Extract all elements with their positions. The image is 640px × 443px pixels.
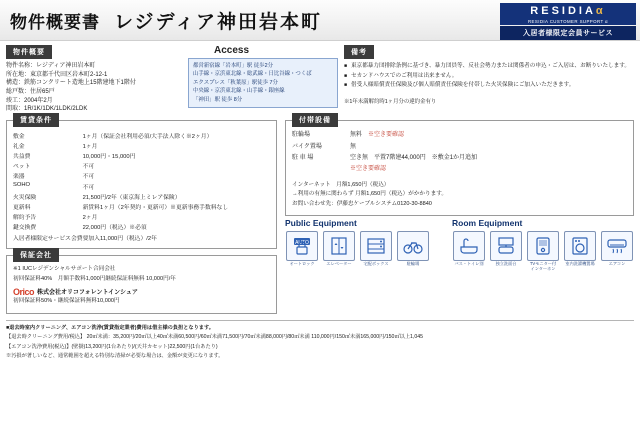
- access-title: Access: [214, 45, 250, 56]
- facility-key: 駐 車 場: [292, 154, 314, 161]
- footer-line: ■退去時室内クリーニング、エアコン洗浄(賃貸指定業者)費用は借主様の負担となります。: [6, 324, 214, 331]
- rent-key: 敷金: [13, 133, 25, 140]
- room-equipment-group: [452, 218, 634, 272]
- brand-logo: [500, 3, 636, 40]
- footer-notes: [6, 320, 634, 361]
- access-line: 「神田」駅 徒歩 8分: [193, 96, 243, 103]
- guarantee-text: [13, 265, 270, 285]
- elevator-icon: [323, 231, 355, 261]
- rent-key: 入居者様限定サービス会費: [13, 235, 83, 242]
- equipment-item: [285, 231, 319, 267]
- access-line: 都営新宿線「岩本町」駅 徒歩2分: [193, 63, 273, 69]
- equipment-item: [452, 231, 486, 272]
- table-row: [13, 191, 270, 201]
- rent-key: 共益費: [13, 154, 31, 161]
- room-equipment-title: Room Equipment: [452, 218, 523, 229]
- table-row: [13, 140, 270, 150]
- rent-column: [6, 114, 277, 313]
- washstand-icon: [490, 231, 522, 261]
- table-row: [13, 171, 270, 181]
- rent-key: ペット: [13, 164, 31, 171]
- equipment-caption: 宅配ボックス: [363, 261, 389, 267]
- equipment-caption: バス・トイレ別: [454, 261, 484, 267]
- rent-table: [13, 130, 270, 242]
- public-equipment-group: [285, 218, 430, 272]
- equipment-caption: エレベーター: [326, 261, 352, 267]
- equipment-item: [396, 231, 430, 267]
- rent-label: 賃貸条件: [13, 113, 59, 127]
- equipment-section: [285, 218, 634, 272]
- remarks-label: 備考: [344, 45, 374, 59]
- rent-key: 鍵交換費: [13, 225, 37, 232]
- facility-row: [292, 130, 627, 141]
- overview-row: 竣工：2004年2月: [6, 97, 53, 104]
- facility-note: ※空き要確認: [350, 166, 387, 173]
- rent-value: 1ヶ月（保証会社利用必須/大手法人除く※2ヶ月）: [82, 133, 213, 140]
- access-section: [188, 45, 338, 114]
- table-row: [13, 130, 270, 140]
- internet-note: [292, 181, 627, 210]
- overview-row: 総戸数：住居65戸: [6, 89, 55, 96]
- rent-value: 不可: [82, 184, 95, 191]
- air-conditioner-icon: [601, 231, 633, 261]
- footer-line: ※汚損が著しいなど、通常範囲を超える特別な清掃が必要な場合は、金額が変更になります。: [6, 353, 224, 360]
- rent-key: SOHO: [13, 181, 31, 188]
- facility-row: [292, 142, 627, 153]
- table-row: [13, 232, 270, 242]
- remarks-item: ■ セカンドハウスでのご利用は出来ません。: [344, 72, 634, 82]
- internet-line: インターネット 月額1,650円（税込）: [292, 181, 390, 188]
- equipment-item: [526, 231, 560, 272]
- overview-section: [6, 45, 182, 114]
- rent-key: 解約予告: [13, 215, 37, 222]
- rent-key: 楽器: [13, 174, 25, 181]
- facility-parking-note: [292, 164, 627, 175]
- delivery-box-icon: [360, 231, 392, 261]
- equipment-caption: 駐輪場: [406, 261, 420, 267]
- orico-logo-text: Orico: [13, 286, 35, 297]
- auto-lock-icon: [286, 231, 318, 261]
- rent-box: [6, 117, 277, 249]
- equipment-item: [359, 231, 393, 267]
- rent-value: 1ヶ月: [82, 143, 98, 150]
- document-header: [0, 0, 640, 41]
- remarks-item: ■ 東京都暴力団排除条例に基づき、暴力団員等、反社会勢力または関係者の申込・ご入居は、お断りいたします。: [344, 62, 634, 72]
- access-box: [188, 58, 338, 108]
- table-row: [13, 151, 270, 161]
- equipment-caption: エアコン: [608, 261, 626, 267]
- brand-alpha: α: [595, 5, 606, 17]
- facility-key: バイク置場: [292, 143, 322, 150]
- top-section: [6, 45, 634, 114]
- guarantee-label: 保証会社: [13, 248, 59, 262]
- internet-line: →利用の有無に関わらず 月額1,650円（税込）がかかります。: [292, 191, 447, 198]
- facilities-label: 付帯設備: [292, 113, 338, 127]
- rent-key: 火災保険: [13, 194, 37, 201]
- rent-value: 不可: [82, 164, 95, 171]
- guarantee-line: 初回保証料40% 月額手数料1,000円継続保証料無料 10,000円/年: [13, 275, 176, 282]
- brand-name-text: RESIDIA: [530, 5, 596, 17]
- remarks-section: [344, 45, 634, 114]
- orico-company-name: 株式会社オリコフォレントインシュア: [37, 290, 138, 297]
- equipment-item: [489, 231, 523, 272]
- equipment-caption: 室内洗濯機置場: [565, 261, 595, 267]
- facility-value: 無: [350, 143, 357, 150]
- remarks-list: [344, 62, 634, 107]
- overview-row: 間取：1R/1K/1DK/1LDK/2LDK: [6, 106, 88, 113]
- washing-machine-icon: [564, 231, 596, 261]
- overview-row: 物件名称：レジディア神田岩本町: [6, 63, 96, 69]
- brand-subtitle: RESIDIA CUSTOMER SUPPORT α: [500, 18, 636, 25]
- access-line: 中央線・京浜東北線・山手線・銀座線: [193, 88, 285, 95]
- facility-row: [292, 153, 627, 164]
- rent-key: 更新料: [13, 205, 31, 212]
- facility-key: 駐輪場: [292, 132, 311, 139]
- bicycle-parking-icon: [397, 231, 429, 261]
- facilities-column: [285, 114, 634, 272]
- tv-intercom-icon: [527, 231, 559, 261]
- rent-value: 要加入11,000円（税込）/2年: [82, 235, 157, 242]
- overview-row: 構造：鉄筋コンクリート造地上15階建地下1階付: [6, 80, 136, 87]
- rent-value: 2ヶ月: [82, 215, 98, 222]
- overview-row: 所在地：東京都千代田区岩本町2-12-1: [6, 71, 108, 78]
- equipment-caption: オートロック: [289, 261, 315, 267]
- facility-value: 無料: [350, 132, 363, 139]
- facility-value: 空き無 平置7階建44,000円 ※敷金1か月追加: [350, 154, 478, 161]
- rent-value: 10,000円・15,000円: [82, 154, 136, 161]
- room-equipment-icons: [452, 231, 634, 272]
- brand-name: [500, 3, 636, 18]
- public-equipment-icons: [285, 231, 430, 267]
- equipment-item: [322, 231, 356, 267]
- overview-list: [6, 62, 182, 114]
- equipment-item: [563, 231, 597, 272]
- facility-note: ※空き要確認: [368, 132, 405, 139]
- rent-value: 22,000円（税込）※必須: [82, 225, 147, 232]
- orico-terms: 初回保証料50%・継続保証料無料10,000円: [13, 297, 120, 304]
- table-row: [13, 161, 270, 171]
- equipment-caption: TVモニター付 インターホン: [529, 261, 557, 272]
- internet-line: お問い合わせ先：伊藤忠ケーブルシステム0120-30-8840: [292, 200, 432, 207]
- guarantee-line: ※1 IUCレジデンシャルサポート合同会社: [13, 266, 116, 273]
- equipment-caption: 独立洗面台: [495, 261, 517, 267]
- remarks-item: ■ 借受人様賠償責任保険及び個人賠償責任保険を付帯した火災保険にご加入いただきます。: [344, 81, 634, 91]
- overview-label: 物件概要: [6, 45, 52, 59]
- orico-logo: [13, 287, 270, 297]
- facilities-box: [285, 117, 634, 216]
- public-equipment-title: Public Equipment: [285, 218, 357, 229]
- footer-line: 【エアコン洗浄費用(税込)】(壁掛)13,200円(1台あたり)/(天井カセット)22,500円(1台あたり): [6, 343, 218, 350]
- bath-toilet-separate-icon: [453, 231, 485, 261]
- document-body: [0, 41, 640, 361]
- rent-value: 新賃料1ヶ月（2年契約・更新可）※更新事務手数料なし: [82, 205, 229, 212]
- table-row: [13, 201, 270, 211]
- brand-member-service: 入居者様限定会員サービス: [500, 26, 636, 40]
- rent-value: 21,500円/2年（東京海上ミレア保険）: [82, 194, 181, 201]
- middle-section: [6, 114, 634, 313]
- page-title: 物件概要書: [10, 12, 100, 32]
- rent-value: 不可: [82, 174, 95, 181]
- access-line: エクスプレス「秋葉原」駅徒歩 7分: [193, 79, 278, 86]
- table-row: [13, 181, 270, 191]
- guarantee-box: [6, 252, 277, 313]
- property-name-title: レジディア神田岩本町: [114, 11, 323, 33]
- equipment-item: [600, 231, 634, 272]
- remarks-note: ※1年未満解約時1ヶ月分の違約金有り: [344, 98, 437, 105]
- rent-key: 礼金: [13, 143, 25, 150]
- footer-line: 【退去時クリーニング費用/税込】 20㎡未満：35,200円/20㎡以上40㎡未満60,500円/60㎡未満71,500円/70㎡未満88,000円/80㎡未満 110,000円/150㎡未満165,000円/150㎡以上1,045: [6, 334, 423, 341]
- table-row: [13, 212, 270, 222]
- table-row: [13, 222, 270, 232]
- svg-text:AUTO: AUTO: [295, 240, 309, 247]
- access-line: 山手線・京浜東北線・総武線・日比谷線・つくば: [193, 71, 312, 78]
